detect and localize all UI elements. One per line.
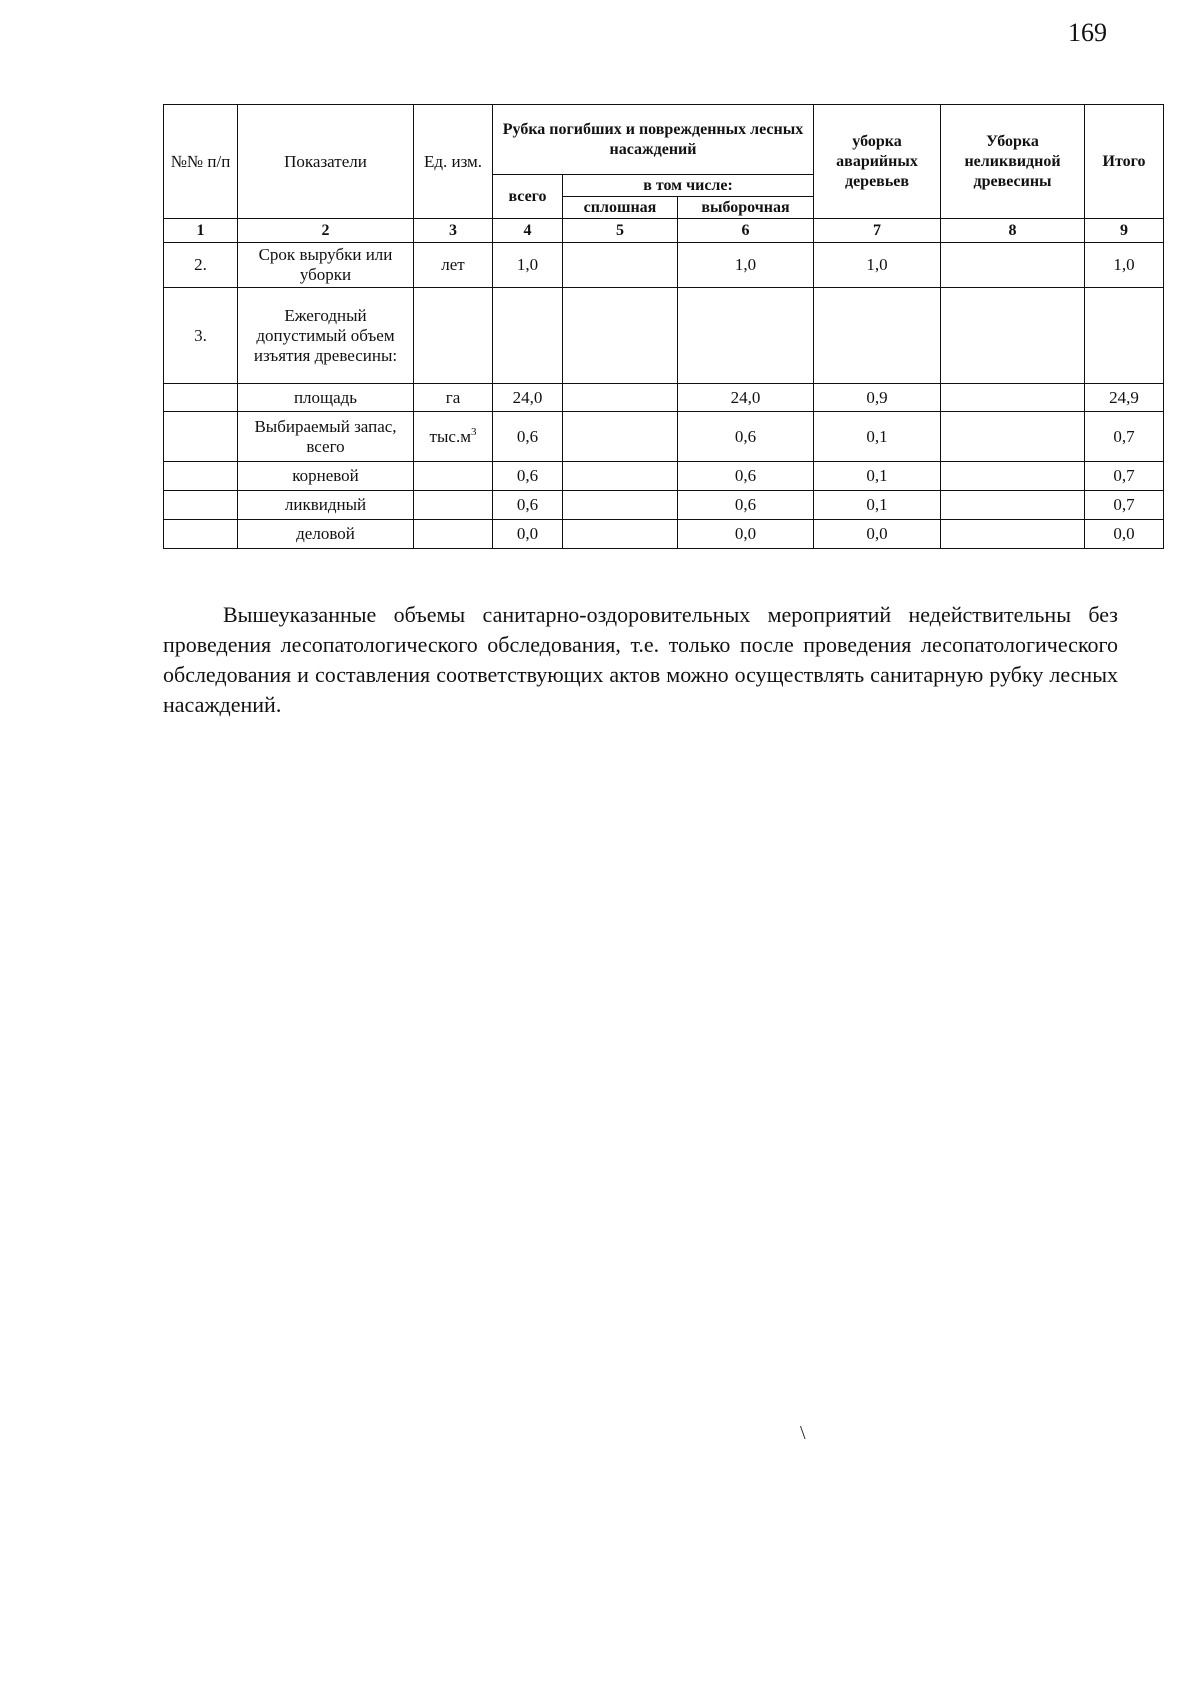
cell-name: Ежегодный допустимый объем изъятия древесины: <box>238 288 414 384</box>
header-illiquid: Уборка неликвидной древесины <box>941 105 1085 219</box>
cell-illiquid <box>941 520 1085 549</box>
cell-clear <box>563 491 678 520</box>
cell-all: 1,0 <box>493 243 563 288</box>
stray-mark: \ <box>800 1422 806 1444</box>
cell-clear <box>563 384 678 412</box>
header-num: №№ п/п <box>164 105 238 219</box>
cell-num <box>164 412 238 462</box>
cell-clear <box>563 462 678 491</box>
cell-name: площадь <box>238 384 414 412</box>
cell-selective: 1,0 <box>678 243 814 288</box>
table-row <box>164 462 1164 491</box>
cell-total: 0,0 <box>1085 520 1164 549</box>
cell-clear <box>563 288 678 384</box>
cell-name: Срок вырубки или уборки <box>238 243 414 288</box>
cell-emergency <box>814 288 941 384</box>
cell-clear <box>563 243 678 288</box>
header-selective: выборочная <box>678 197 814 219</box>
table-row <box>164 384 1164 412</box>
header-indicators: Показатели <box>238 105 414 219</box>
cell-total <box>1085 288 1164 384</box>
table-row <box>164 288 1164 384</box>
cell-unit <box>414 520 493 549</box>
cell-all: 0,6 <box>493 491 563 520</box>
cell-all: 24,0 <box>493 384 563 412</box>
cell-emergency: 0,1 <box>814 412 941 462</box>
header-total: Итого <box>1085 105 1164 219</box>
cell-unit <box>414 412 493 462</box>
cell-total: 1,0 <box>1085 243 1164 288</box>
cell-selective: 24,0 <box>678 384 814 412</box>
cell-total: 0,7 <box>1085 491 1164 520</box>
column-number: 7 <box>814 219 941 243</box>
cell-unit <box>414 462 493 491</box>
header-including: в том числе: <box>563 175 814 197</box>
column-number: 6 <box>678 219 814 243</box>
header-total-felling: всего <box>493 175 563 219</box>
cell-num <box>164 491 238 520</box>
cell-illiquid <box>941 243 1085 288</box>
cell-illiquid <box>941 384 1085 412</box>
body-paragraph: Вышеуказанные объемы санитарно-оздоровительных мероприятий недействительны без проведения лесопатологического обследования, т.е. только после проведения лесопатологического обследования и составления соответствующих актов можно осуществлять санитарную рубку лесных насаждений. <box>163 602 1118 717</box>
cell-illiquid <box>941 412 1085 462</box>
cell-emergency: 0,0 <box>814 520 941 549</box>
column-number: 2 <box>238 219 414 243</box>
table-row <box>164 243 1164 288</box>
column-number: 9 <box>1085 219 1164 243</box>
cell-total: 24,9 <box>1085 384 1164 412</box>
column-number: 8 <box>941 219 1085 243</box>
cell-name: корневой <box>238 462 414 491</box>
cell-clear <box>563 520 678 549</box>
header-unit: Ед. изм. <box>414 105 493 219</box>
header-felling: Рубка погибших и поврежденных лесных насаждений <box>493 105 814 175</box>
column-numbers-row <box>164 219 1164 243</box>
cell-unit <box>414 491 493 520</box>
column-number: 5 <box>563 219 678 243</box>
cell-selective <box>678 288 814 384</box>
cell-unit: га <box>414 384 493 412</box>
cell-selective: 0,6 <box>678 412 814 462</box>
header-emergency: уборка аварийных деревьев <box>814 105 941 219</box>
table-row <box>164 491 1164 520</box>
cell-emergency: 1,0 <box>814 243 941 288</box>
unit-text: тыс.м <box>429 426 471 446</box>
cell-all <box>493 288 563 384</box>
cell-emergency: 0,9 <box>814 384 941 412</box>
cell-num: 2. <box>164 243 238 288</box>
table-row <box>164 520 1164 549</box>
column-number: 4 <box>493 219 563 243</box>
cell-selective: 0,0 <box>678 520 814 549</box>
cell-emergency: 0,1 <box>814 462 941 491</box>
cell-unit: лет <box>414 243 493 288</box>
forest-table-container <box>163 104 1163 549</box>
cell-selective: 0,6 <box>678 462 814 491</box>
cell-illiquid <box>941 462 1085 491</box>
cell-selective: 0,6 <box>678 491 814 520</box>
unit-superscript: 3 <box>470 425 477 438</box>
cell-num <box>164 520 238 549</box>
cell-name: деловой <box>238 520 414 549</box>
cell-num <box>164 462 238 491</box>
cell-all: 0,6 <box>493 412 563 462</box>
sanitary-measures-table <box>163 104 1164 549</box>
cell-all: 0,6 <box>493 462 563 491</box>
cell-num: 3. <box>164 288 238 384</box>
cell-clear <box>563 412 678 462</box>
column-number: 1 <box>164 219 238 243</box>
cell-illiquid <box>941 491 1085 520</box>
cell-illiquid <box>941 288 1085 384</box>
page-number: 169 <box>1068 18 1107 47</box>
cell-emergency: 0,1 <box>814 491 941 520</box>
cell-all: 0,0 <box>493 520 563 549</box>
cell-num <box>164 384 238 412</box>
table-row <box>164 412 1164 462</box>
cell-unit <box>414 288 493 384</box>
column-number: 3 <box>414 219 493 243</box>
cell-total: 0,7 <box>1085 412 1164 462</box>
header-clear: сплошная <box>563 197 678 219</box>
cell-name: Выбираемый запас, всего <box>238 412 414 462</box>
cell-name: ликвидный <box>238 491 414 520</box>
cell-total: 0,7 <box>1085 462 1164 491</box>
